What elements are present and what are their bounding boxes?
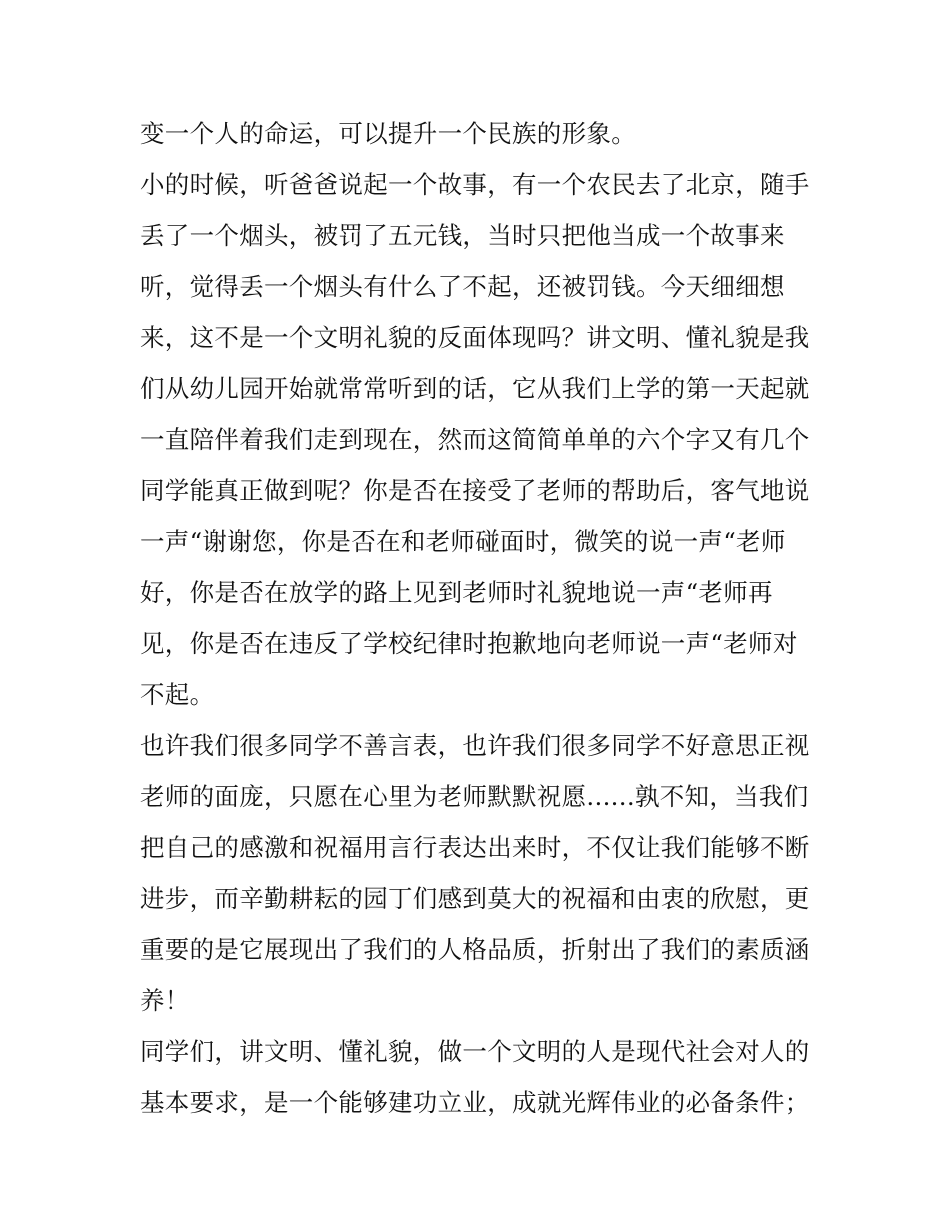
text-line: 听，觉得丢一个烟头有什么了不起，还被罚钱。今天细细想 xyxy=(140,272,785,301)
text-line: 变一个人的命运，可以提升一个民族的形象。 xyxy=(140,119,636,148)
text-line: 一声“谢谢您，你是否在和老师碰面时，微笑的说一声“老师 xyxy=(140,527,786,556)
text-line: 不起。 xyxy=(140,680,215,709)
text-line: 见，你是否在违反了学校纪律时抱歉地向老师说一声“老师对 xyxy=(140,629,798,658)
text-line: 来，这不是一个文明礼貌的反面体现吗？讲文明、懂礼貌是我 xyxy=(140,323,810,352)
body-text xyxy=(140,108,820,1128)
text-line: 重要的是它展现出了我们的人格品质，折射出了我们的素质涵 xyxy=(140,935,810,964)
text-line: 们从幼儿园开始就常常听到的话，它从我们上学的第一天起就 xyxy=(140,374,810,403)
text-line: 养！ xyxy=(140,986,190,1015)
text-line: 丢了一个烟头，被罚了五元钱，当时只把他当成一个故事来 xyxy=(140,221,785,250)
text-line: 把自己的感激和祝福用言行表达出来时，不仅让我们能够不断 xyxy=(140,833,810,862)
text-line: 小的时候，听爸爸说起一个故事，有一个农民去了北京，随手 xyxy=(140,170,810,199)
text-line: 老师的面庞，只愿在心里为老师默默祝愿......孰不知，当我们 xyxy=(140,782,809,811)
text-line: 基本要求，是一个能够建功立业，成就光辉伟业的必备条件； xyxy=(140,1088,810,1117)
text-line: 也许我们很多同学不善言表，也许我们很多同学不好意思正视 xyxy=(140,731,810,760)
text-line: 一直陪伴着我们走到现在，然而这简简单单的六个字又有几个 xyxy=(140,425,810,454)
text-line: 同学们，讲文明、懂礼貌，做一个文明的人是现代社会对人的 xyxy=(140,1037,810,1066)
text-line: 好，你是否在放学的路上见到老师时礼貌地说一声“老师再 xyxy=(140,578,773,607)
text-line: 进步，而辛勤耕耘的园丁们感到莫大的祝福和由衷的欣慰，更 xyxy=(140,884,810,913)
text-line: 同学能真正做到呢？你是否在接受了老师的帮助后，客气地说 xyxy=(140,476,810,505)
